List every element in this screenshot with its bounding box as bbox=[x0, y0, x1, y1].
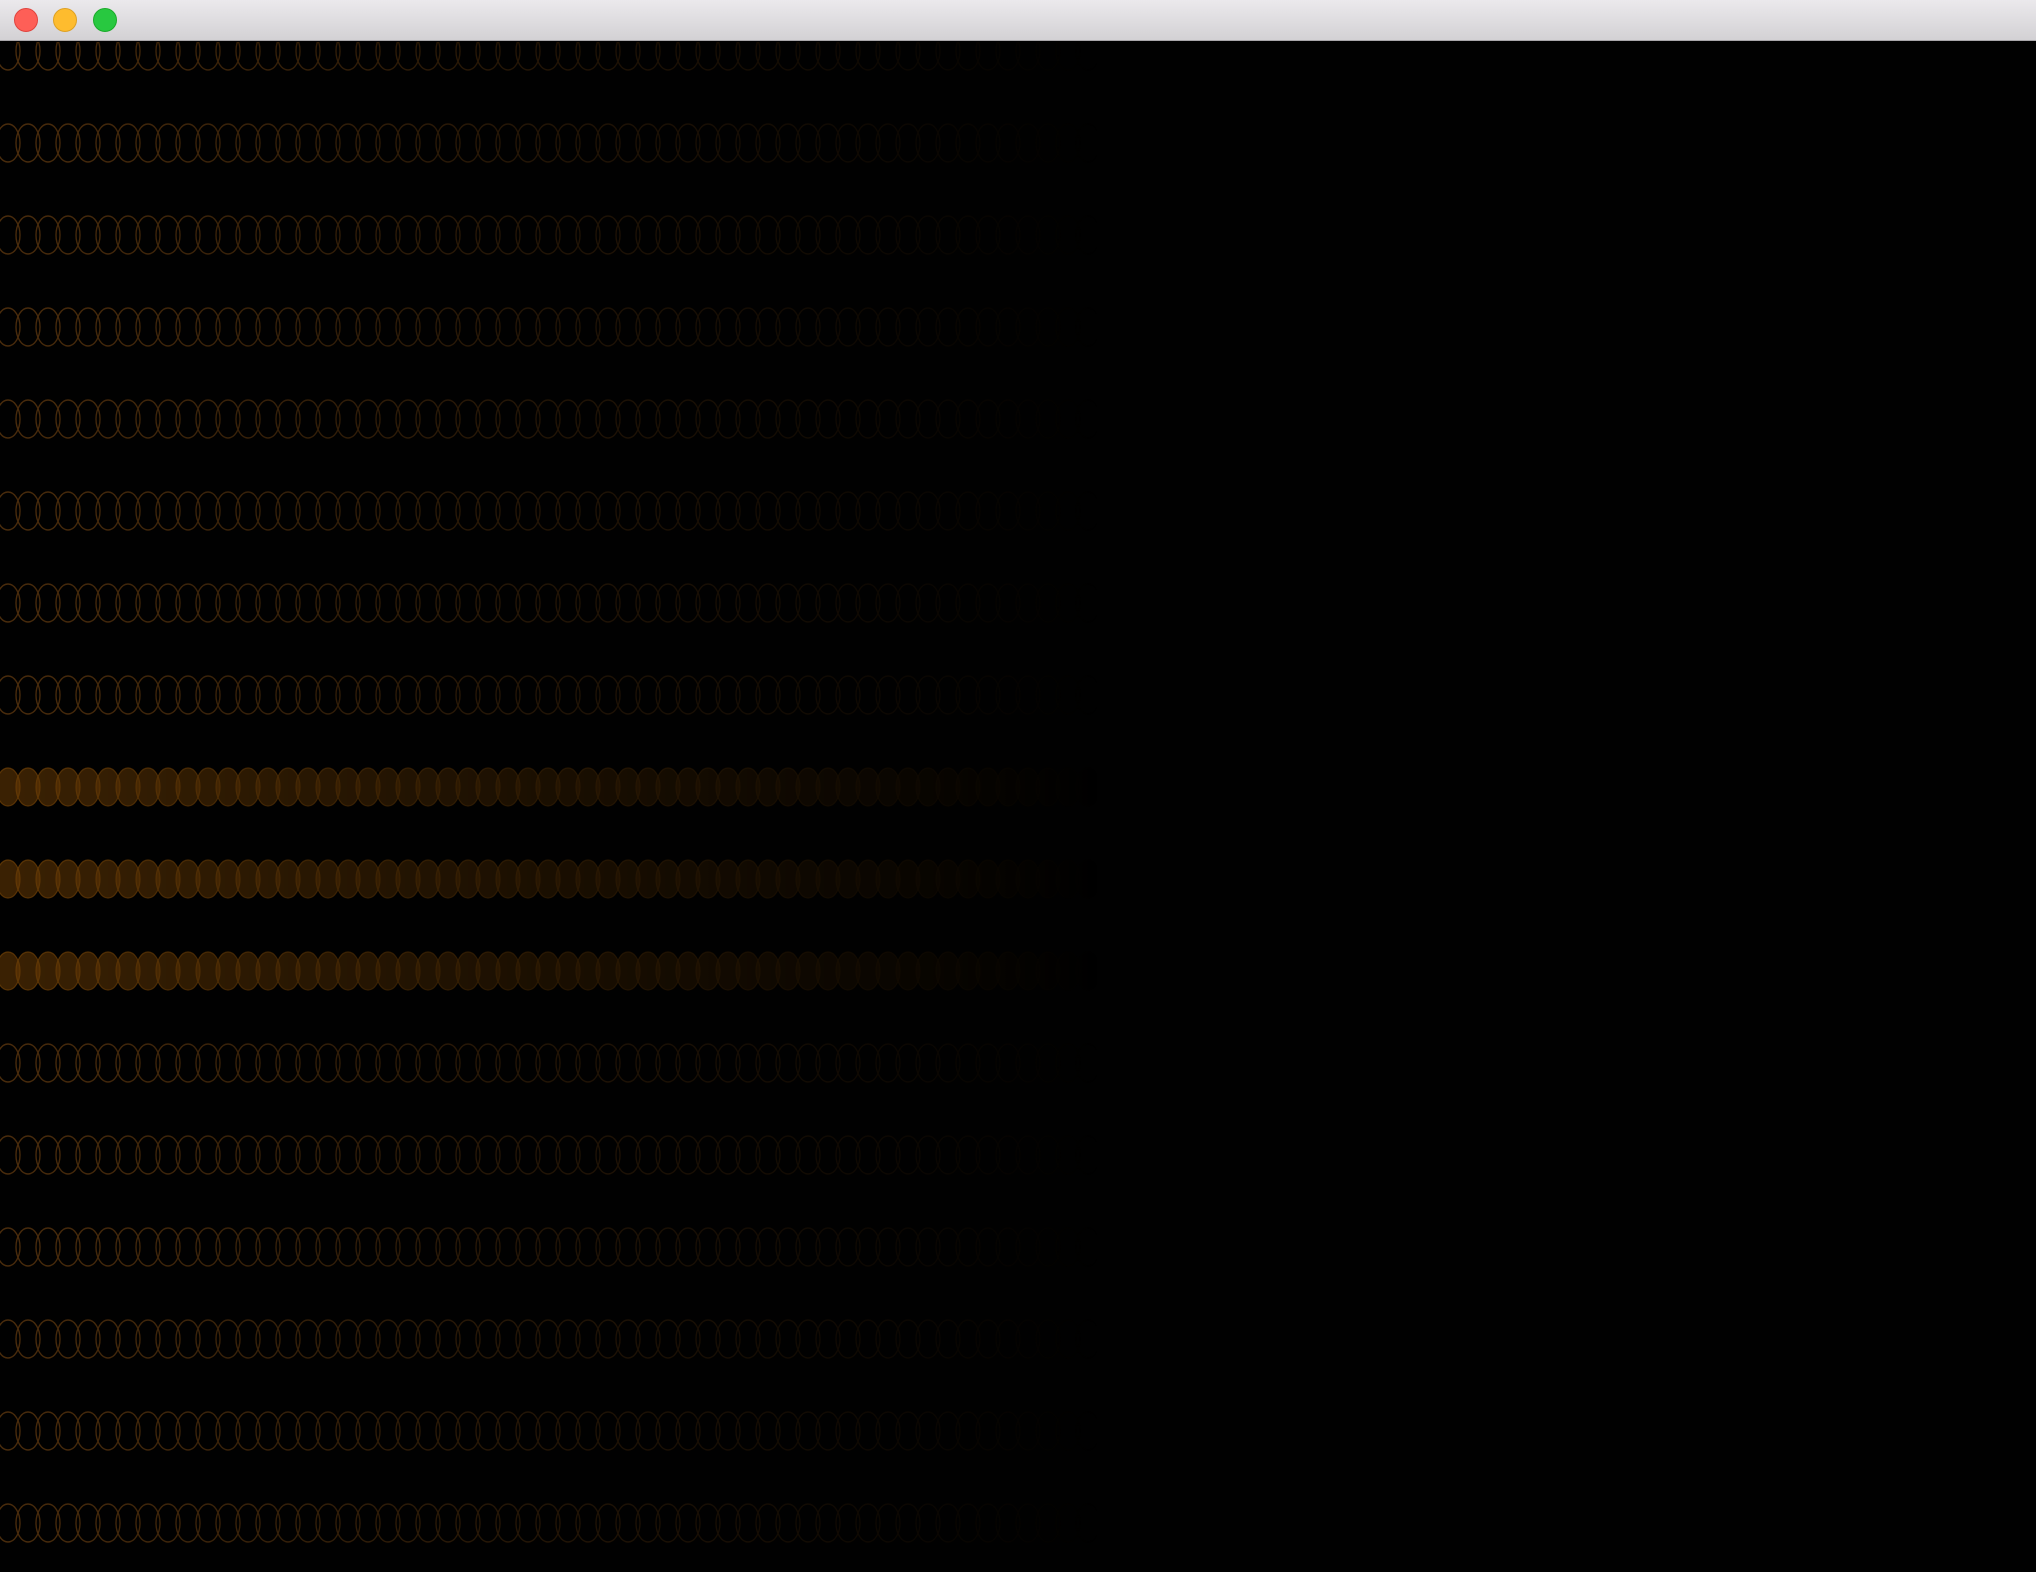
ring-row bbox=[0, 308, 1100, 346]
ring-row bbox=[0, 1044, 1100, 1082]
ring-row bbox=[0, 1504, 1100, 1542]
ring bbox=[1076, 768, 1100, 806]
ring bbox=[1076, 952, 1100, 990]
ring bbox=[0, 124, 20, 162]
ring-row bbox=[0, 1412, 1100, 1450]
ring-row bbox=[0, 216, 1100, 254]
ring bbox=[0, 1136, 20, 1174]
ring-row-highlighted bbox=[0, 768, 1100, 806]
render-canvas[interactable] bbox=[0, 42, 2036, 1572]
ring-row-highlighted bbox=[0, 952, 1100, 990]
zoom-button[interactable] bbox=[93, 8, 117, 32]
ring-row bbox=[0, 124, 1100, 162]
ring-row-highlighted bbox=[0, 860, 1100, 898]
ring bbox=[0, 492, 20, 530]
ring-row bbox=[0, 676, 1100, 714]
ring-row bbox=[0, 42, 1100, 70]
ring-row bbox=[0, 1320, 1100, 1358]
ring bbox=[0, 400, 20, 438]
ring-row bbox=[0, 584, 1100, 622]
ring bbox=[1076, 860, 1100, 898]
ring bbox=[0, 1504, 20, 1542]
ring bbox=[0, 584, 20, 622]
ring bbox=[0, 676, 20, 714]
ring bbox=[0, 308, 20, 346]
window-titlebar[interactable] bbox=[0, 0, 2036, 41]
ring bbox=[0, 1228, 20, 1266]
ring-row bbox=[0, 492, 1100, 530]
ring-rows-visualization bbox=[0, 42, 2036, 1572]
ring-row bbox=[0, 1136, 1100, 1174]
ring bbox=[0, 216, 20, 254]
ring bbox=[0, 1412, 20, 1450]
minimize-button[interactable] bbox=[53, 8, 77, 32]
ring bbox=[0, 1044, 20, 1082]
ring bbox=[0, 1320, 20, 1358]
close-button[interactable] bbox=[14, 8, 38, 32]
ring-row bbox=[0, 400, 1100, 438]
ring-row bbox=[0, 1228, 1100, 1266]
